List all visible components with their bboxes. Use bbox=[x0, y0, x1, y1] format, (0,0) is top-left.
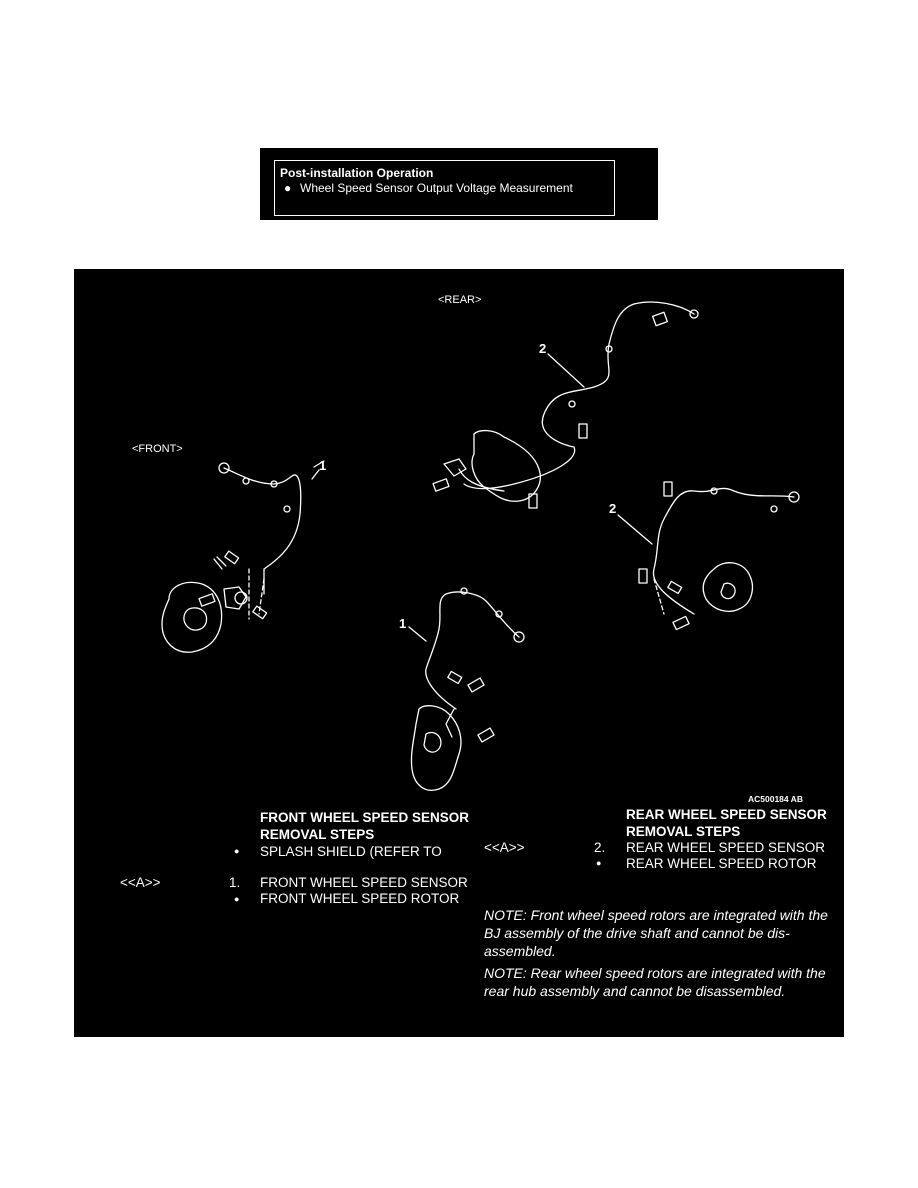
front-left-assembly bbox=[162, 461, 324, 652]
front-step-1-text: SPLASH SHIELD (REFER TO bbox=[260, 844, 442, 859]
note-rear-rotors: NOTE: Rear wheel speed rotors are integrated with the rear hub assembly and cannot be disassembled. bbox=[484, 965, 826, 999]
callout-1-front-center: 1 bbox=[399, 616, 407, 631]
rear-step-1-text: REAR WHEEL SPEED SENSOR bbox=[626, 840, 826, 855]
label-rear: <REAR> bbox=[438, 294, 482, 306]
post-installation-title: Post-installation Operation bbox=[280, 166, 434, 180]
rear-top-assembly bbox=[433, 302, 698, 508]
front-step-3-text: FRONT WHEEL SPEED ROTOR bbox=[260, 891, 460, 906]
wheel-speed-sensor-figure bbox=[74, 269, 844, 1037]
rear-steps-heading-line2: REMOVAL STEPS bbox=[626, 824, 741, 839]
note-front-rotors: NOTE: Front wheel speed rotors are integrated with the BJ assembly of the drive shaft and cannot be dis-assembled. bbox=[484, 907, 828, 959]
rear-right-assembly bbox=[639, 482, 799, 630]
front-center-assembly bbox=[411, 588, 524, 790]
post-installation-item-text: Wheel Speed Sensor Output Voltage Measurement bbox=[300, 181, 573, 195]
callout-1-front-left: 1 bbox=[319, 458, 327, 473]
front-steps-heading-line2: REMOVAL STEPS bbox=[260, 827, 375, 842]
bullet-icon: ● bbox=[284, 181, 292, 195]
leader-rear-top bbox=[548, 354, 584, 387]
rear-step-2-marker: ● bbox=[596, 858, 602, 868]
callout-2-rear-top: 2 bbox=[539, 341, 547, 356]
rear-step-2-text: REAR WHEEL SPEED ROTOR bbox=[626, 856, 817, 871]
leader-rear-right bbox=[618, 515, 652, 544]
label-front: <FRONT> bbox=[132, 443, 183, 455]
rear-steps-heading-line1: REAR WHEEL SPEED SENSOR bbox=[626, 807, 827, 822]
callout-2-rear-right: 2 bbox=[609, 501, 617, 516]
leader-front-center bbox=[409, 627, 426, 641]
front-step-1-marker: ● bbox=[234, 846, 240, 856]
post-installation-box bbox=[260, 148, 658, 220]
figure-code: AC500184 AB bbox=[748, 794, 803, 804]
front-steps-heading-line1: FRONT WHEEL SPEED SENSOR bbox=[260, 810, 470, 825]
rear-step-1-ref: <<A>> bbox=[484, 840, 525, 855]
rear-step-1-marker: 2. bbox=[594, 840, 606, 855]
front-step-3-marker: ● bbox=[234, 894, 240, 904]
post-installation-item bbox=[284, 181, 573, 195]
front-step-2-text: FRONT WHEEL SPEED SENSOR bbox=[260, 875, 468, 890]
front-step-2-ref: <<A>> bbox=[120, 875, 161, 890]
leader-front-left bbox=[312, 470, 319, 479]
front-step-2-marker: 1. bbox=[229, 875, 241, 890]
